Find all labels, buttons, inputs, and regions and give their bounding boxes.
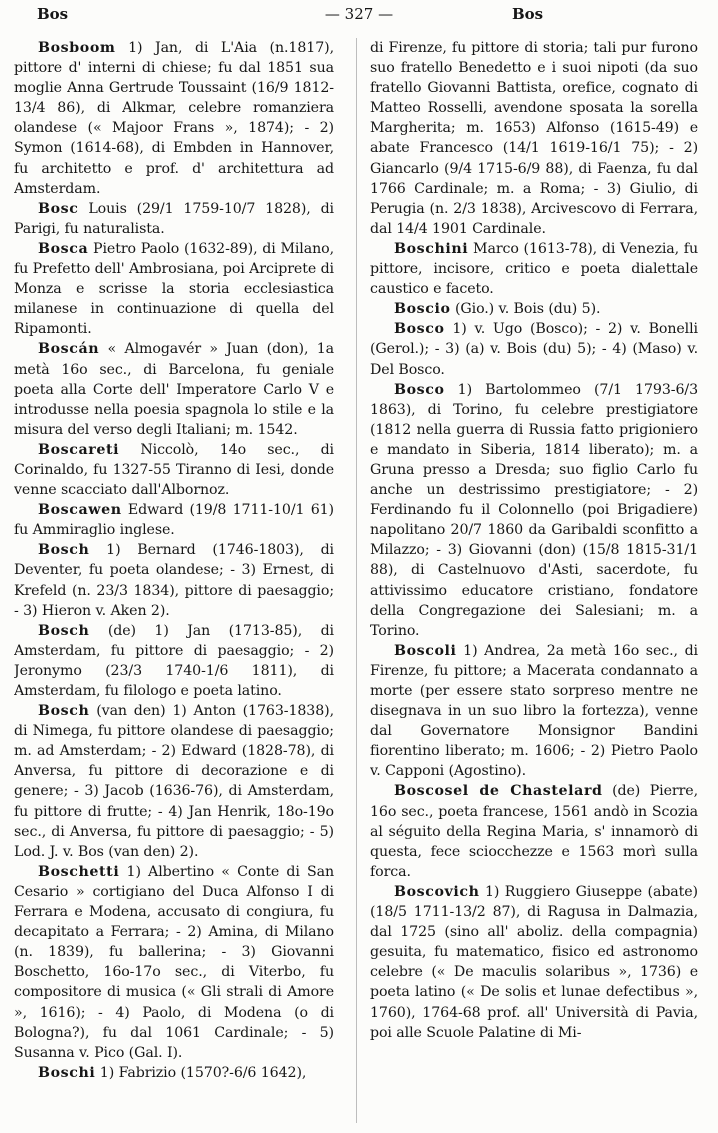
entry-headword: Boschi — [38, 1064, 96, 1081]
header-left-guideword: Bos — [37, 5, 69, 23]
entry-text: 1) Bartolommeo (7/1 1793-6/3 1863), di Torino, fu celebre prestigiatore (1812 nella guerra di Russia fatto prigioniero e mandato in Siberia, 1814 liberato); m. a Gruna presso a Dresda; suo figlio Carlo fu anche un destrissimo prestigiatore; - 2) Ferdinando fu il Colonnello (poi Brigadiere) napolitano 20/7 1860 da Garibaldi sconfitto a Milazzo; - 3) Giovanni (don) (15/8 1815-31/1 88), di Castelnuovo d'Asti, sacerdote, fu attivissimo educatore cristiano, fondatore della Congregazione dei Salesiani; m. a Torino. — [370, 381, 698, 639]
entry-text: 1) Albertino « Conte di San Cesario » cortigiano del Duca Alfonso I di Ferrara e Modena, accusato di congiura, fu decapitato a Ferrara; - 2) Amina, di Milano (n. 1839), fu ballerina; - 3) Giovanni Boschetto, 16o-17o sec., di Viterbo, fu compositore di musica (« Gli strali di Amore », 1616); - 4) Paolo, di Modena (o di Bologna?), fu dal 1061 Cardinale; - 5) Susanna v. Pico (Gal. I). — [14, 863, 334, 1061]
entry-headword: Bosco — [394, 321, 445, 338]
entry-text: « Almogavér » Juan (don), 1a metà 16o sec., di Barcelona, fu geniale poeta alla Corte dell' Imperatore Carlo V e introdusse nella poesia spagnola lo stile e la misura del verso degli Italiani; m. 1542. — [14, 341, 334, 438]
dictionary-entry — [370, 299, 698, 319]
dictionary-entry — [14, 701, 334, 862]
entry-text: Edward (19/8 1711-10/1 61) fu Ammiraglio inglese. — [14, 502, 334, 539]
entry-text: di Firenze, fu pittore di storia; tali pur furono suo fratello Benedetto e i suoi nipoti (da suo fratello Giovanni Battista, orefice, cognato di Matteo Rosselli, avendone sposata la sorella Margherita; m. 1653) Alfonso (1615-49) e abate Francesco (14/1 1619-16/1 75); - 2) Giancarlo (9/4 1715-6/9 88), di Faenza, fu dal 1766 Cardinale; m. a Roma; - 3) Giulio, di Perugia (n. 2/3 1838), Arcivescovo di Ferrara, dal 14/4 1901 Cardinale. — [370, 40, 698, 237]
entry-headword: Bosca — [38, 240, 89, 257]
entry-text: 1) Bernard (1746-1803), di Deventer, fu poeta olandese; - 3) Ernest, di Krefeld (n. 23/3 1834), pittore di paesaggio; - 3) Hieron v. Aken 2). — [14, 542, 334, 619]
dictionary-entry — [14, 862, 334, 1063]
dictionary-entry — [14, 540, 334, 620]
header-right-guideword: Bos — [512, 5, 544, 23]
entry-headword: Bosc — [38, 200, 79, 217]
dictionary-entry — [14, 199, 334, 239]
left-column — [14, 38, 334, 1130]
entry-headword: Boschetti — [38, 863, 120, 880]
dictionary-entry — [14, 440, 334, 500]
entry-text: (de) Pierre, 16o sec., poeta francese, 1561 andò in Scozia al séguito della Regina Maria, s' innamorò di questa, fece sciocchezze e 1563 morì sulla forca. — [370, 783, 698, 880]
dictionary-entry — [370, 641, 698, 782]
entry-headword: Boscán — [38, 341, 100, 358]
dictionary-entry — [370, 239, 698, 299]
entry-text: (Gio.) v. Bois (du) 5). — [450, 301, 601, 318]
entry-headword: Boscosel de Chastelard — [394, 783, 603, 800]
entry-headword: Boscawen — [38, 502, 122, 519]
dictionary-entry — [14, 621, 334, 701]
page-number: — 327 — — [324, 5, 394, 23]
dictionary-entry — [14, 500, 334, 540]
entry-text: 1) Ruggiero Giuseppe (abate) (18/5 1711-13/2 87), di Ragusa in Dalmazia, dal 1725 (sino all' aboliz. della compagnia) gesuita, fu matematico, fisico ed astronomo celebre (« De maculis solaribus », 1736) e poeta latino (« De solis et lunae defectibus », 1760), 1764-68 prof. all' Università di Pavia, poi alle Scuole Palatine di Mi- — [370, 883, 698, 1041]
entry-headword: Bosco — [394, 381, 445, 398]
entry-headword: Boscovich — [394, 883, 480, 900]
entry-text: Marco (1613-78), di Venezia, fu pittore, incisore, critico e poeta dialettale caustico e faceto. — [370, 240, 698, 298]
entry-text: 1) Jan, di L'Aia (n.1817), pittore d' interni di chiese; fu dal 1851 sua moglie Anna Gertrude Toussaint (16/9 1812-13/4 86), di Alkmar, celebre romanziera olandese (« Majoor Frans », 1874); - 2) Symon (1614-68), di Embden in Hannover, fu architetto e prof. d' architettura ad Amsterdam. — [14, 40, 334, 197]
entry-headword: Boschini — [394, 240, 469, 257]
entry-text: Louis (29/1 1759-10/7 1828), di Parigi, fu naturalista. — [14, 200, 334, 237]
entry-text: Niccolò, 14o sec., di Corinaldo, fu 1327-55 Tiranno di Iesi, donde venne scacciato dall'Albornoz. — [14, 441, 334, 499]
entry-text: 1) v. Ugo (Bosco); - 2) v. Bonelli (Gerol.); - 3) (a) v. Bois (du) 5); - 4) (Maso) v. Del Bosco. — [370, 321, 698, 378]
column-divider — [356, 38, 357, 1123]
entry-text: Pietro Paolo (1632-89), di Milano, fu Prefetto dell' Ambrosiana, poi Arciprete di Monza e scrisse la storia ecclesiastica milanese in continuazione di quella del Ripamonti. — [14, 240, 334, 338]
dictionary-entry — [14, 339, 334, 439]
right-column — [370, 38, 698, 1130]
entry-headword: Boscio — [394, 301, 451, 318]
dictionary-entry — [370, 380, 698, 641]
dictionary-entry — [14, 239, 334, 339]
entry-headword: Bosch — [38, 703, 90, 720]
entry-text: (van den) 1) Anton (1763-1838), di Nimega, fu pittore olandese di paesaggio; m. ad Amsterdam; - 2) Edward (1828-78), di Anversa, fu pittore di decorazione e di genere; - 3) Jacob (1636-76), di Amsterdam, fu pittore di frutte; - 4) Jan Henrik, 18o-19o sec., di Anversa, fu pittore di paesaggio; - 5) Lod. J. v. Bos (van den) 2). — [14, 703, 334, 860]
entry-text: 1) Fabrizio (1570?-6/6 1642), — [95, 1064, 307, 1081]
entry-text: 1) Andrea, 2a metà 16o sec., di Firenze, fu pittore; a Macerata condannato a morte (per essere stato sorpreso mentre ne disegnava in un suo libro la fortezza), venne dal Governatore Monsignor Bandini fiorentino liberato; m. 1606; - 2) Pietro Paolo v. Capponi (Agostino). — [370, 642, 698, 780]
page-header — [0, 0, 718, 30]
entry-headword: Boscareti — [38, 441, 120, 458]
dictionary-entry — [370, 319, 698, 379]
dictionary-entry — [370, 781, 698, 881]
dictionary-entry-continuation — [370, 38, 698, 239]
dictionary-entry — [14, 1063, 334, 1083]
entry-headword: Bosch — [38, 542, 90, 559]
dictionary-entry — [14, 38, 334, 199]
entry-headword: Bosch — [38, 622, 90, 639]
entry-headword: Boscoli — [394, 642, 457, 659]
dictionary-entry — [370, 882, 698, 1043]
entry-headword: Bosboom — [38, 40, 116, 56]
entry-text: (de) 1) Jan (1713-85), di Amsterdam, fu pittore di paesaggio; - 2) Jeronymo (23/3 1740-1/6 1811), di Amsterdam, fu filologo e poeta latino. — [14, 622, 334, 699]
